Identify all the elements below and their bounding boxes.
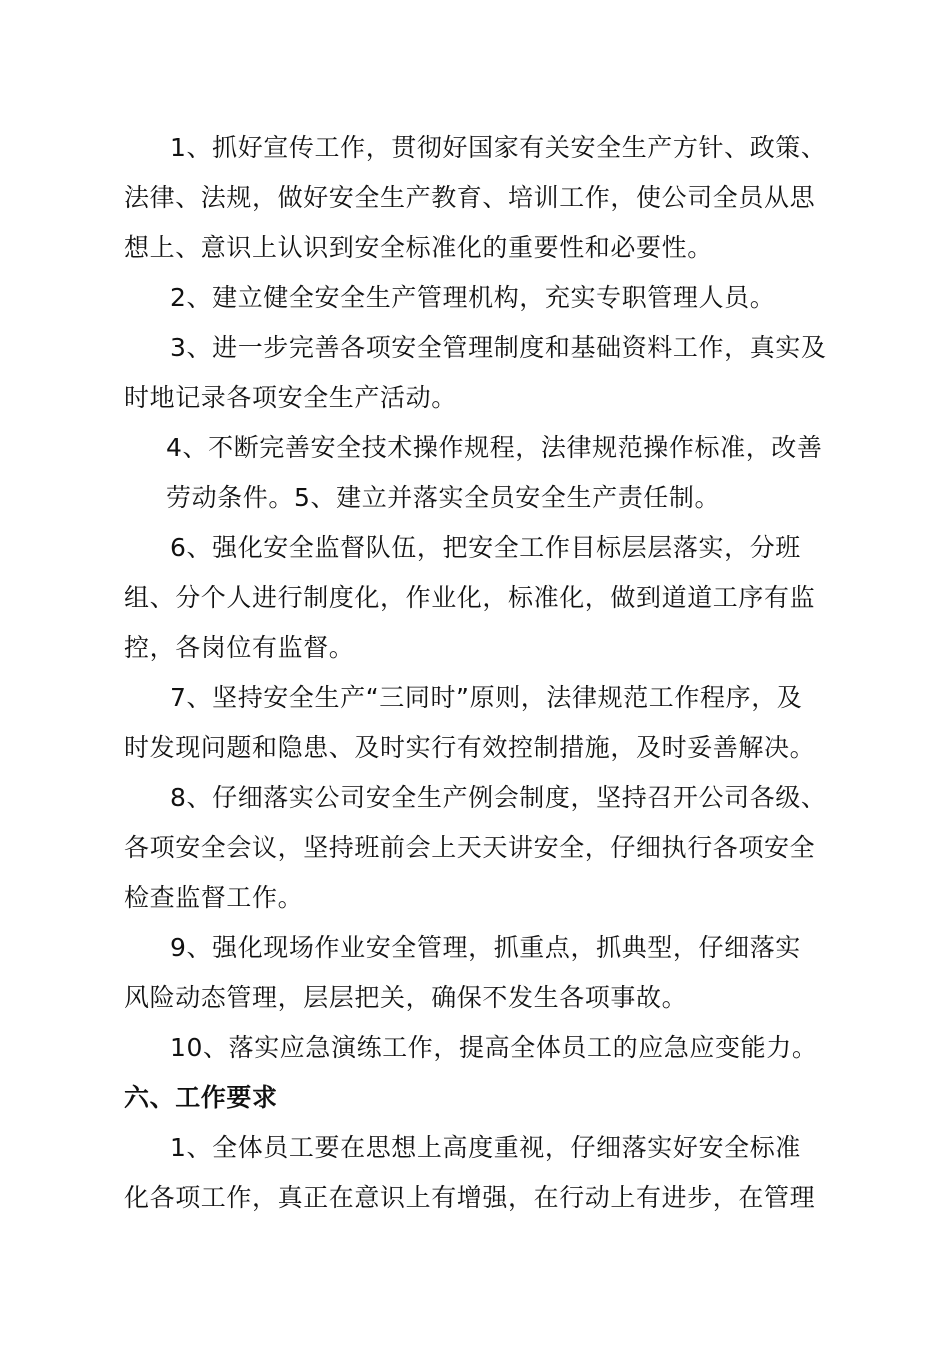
- paragraph-line: 6、强化安全监督队伍，把安全工作目标层层落实，分班: [170, 533, 801, 562]
- paragraph-line: 检查监督工作。: [124, 883, 304, 912]
- paragraph-line: 10、落实应急演练工作，提高全体员工的应急应变能力。: [170, 1033, 818, 1062]
- paragraph-line: 7、坚持安全生产“三同时”原则，法律规范工作程序，及: [170, 683, 803, 712]
- paragraph-line: 风险动态管理，层层把关，确保不发生各项事故。: [124, 983, 688, 1012]
- paragraph-line: 化各项工作，真正在意识上有增强，在行动上有进步，在管理: [124, 1183, 816, 1212]
- paragraph-line: 控，各岗位有监督。: [124, 633, 355, 662]
- paragraph-line: 1、全体员工要在思想上高度重视，仔细落实好安全标准: [170, 1133, 801, 1162]
- paragraph-line: 组、分个人进行制度化，作业化，标准化，做到道道工序有监: [124, 583, 816, 612]
- paragraph-line: 各项安全会议，坚持班前会上天天讲安全，仔细执行各项安全: [124, 833, 816, 862]
- paragraph-line: 法律、法规，做好安全生产教育、培训工作，使公司全员从思: [124, 183, 816, 212]
- paragraph-line: 3、进一步完善各项安全管理制度和基础资料工作，真实及: [170, 333, 827, 362]
- section-heading: 六、工作要求: [124, 1083, 278, 1112]
- paragraph-line: 9、强化现场作业安全管理，抓重点，抓典型，仔细落实: [170, 933, 801, 962]
- paragraph-line: 4、不断完善安全技术操作规程，法律规范操作标准，改善: [166, 433, 823, 462]
- paragraph-line: 2、建立健全安全生产管理机构，充实专职管理人员。: [170, 283, 776, 312]
- paragraph-line: 劳动条件。5、建立并落实全员安全生产责任制。: [166, 483, 721, 512]
- paragraph-line: 1、抓好宣传工作，贯彻好国家有关安全生产方针、政策、: [170, 133, 827, 162]
- paragraph-line: 时发现问题和隐患、及时实行有效控制措施，及时妥善解决。: [124, 733, 816, 762]
- paragraph-line: 8、仔细落实公司安全生产例会制度，坚持召开公司各级、: [170, 783, 827, 812]
- paragraph-line: 时地记录各项安全生产活动。: [124, 383, 457, 412]
- paragraph-line: 想上、意识上认识到安全标准化的重要性和必要性。: [124, 233, 713, 262]
